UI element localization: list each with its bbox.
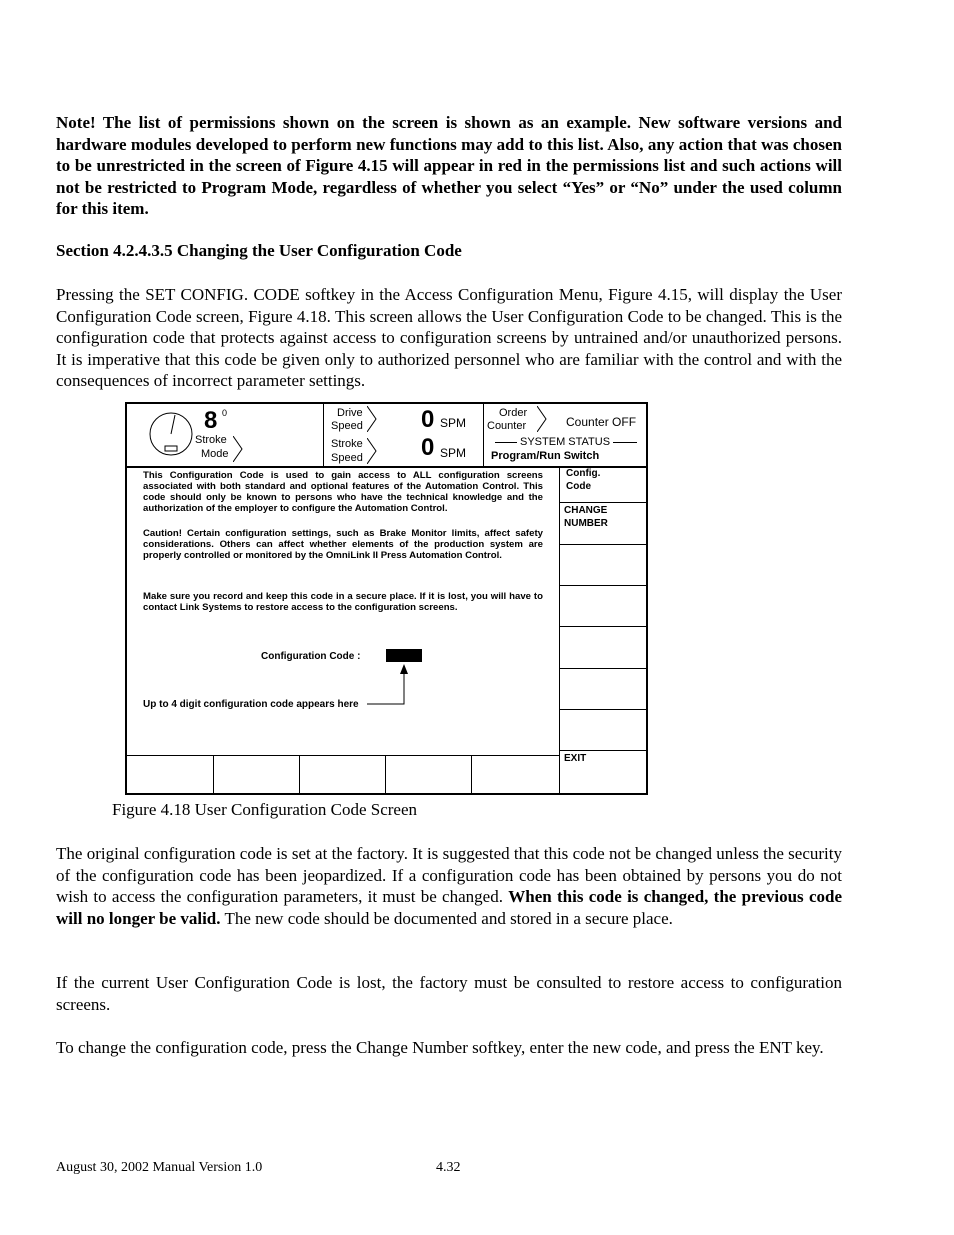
softkey-blank-5[interactable] <box>560 627 646 667</box>
config-code-screen-figure <box>125 402 648 795</box>
note-paragraph: Note! The list of permissions shown on the screen is shown as an example. New software versions and hardware modules developed to perform new functions may add to this list. Also, any action that was chosen to be unrestricted in the screen of Figure 4.15 will appear in red in the permissions list and such actions will not be restricted to Program Mode, regardless of whether you select “Yes” or “No” under the used column for this item. <box>56 113 842 219</box>
figure-caption: Figure 4.18 User Configuration Code Screen <box>112 800 417 819</box>
config-code-field[interactable] <box>386 649 422 662</box>
stroke-mode-label-1: Stroke <box>195 434 227 446</box>
order-counter-label-2: Counter <box>487 420 527 432</box>
screen-caution-text: Caution! Certain configuration settings, such as Brake Monitor limits, affect safety considerations. Others can affect whether elements of the production system are properly controlled or monitored by the OmniLink II Press Automation Control. <box>143 528 543 561</box>
drive-speed-value: 0 <box>421 406 435 433</box>
stroke-dial-icon <box>147 410 195 458</box>
stroke-angle-value: 8 <box>204 407 218 434</box>
original-code-paragraph: The original configuration code is set at the factory. It is suggested that this code not be changed unless the security of the configuration code has been jeopardized. If a configuration code has been obtained by persons you do not wish to access the configuration parameters, it must be changed. When this code is changed, the previous code will no longer be valid. The new code should be documented and stored in a secure place. <box>56 844 843 928</box>
screen-record-text: Make sure you record and keep this code in a secure place. If it is lost, you will have to contact Link Systems to restore access to the configuration screens. <box>143 591 543 613</box>
warning-bold-text: When this code is changed, the previous code will no longer be valid. <box>56 887 843 928</box>
stroke-speed-label-2: Speed <box>331 452 363 464</box>
footer-date-version: August 30, 2002 Manual Version 1.0 <box>56 1160 263 1175</box>
status-header <box>127 404 646 468</box>
annotation-text: Up to 4 digit configuration code appears here <box>143 699 359 710</box>
intro-paragraph: Pressing the SET CONFIG. CODE softkey in the Access Configuration Menu, Figure 4.15, will display the User Configuration Code screen, Figure 4.18. This screen allows the User Configuration Code to be changed. This is the configuration code that protects against access to configuration screens by untrained and/or unauthorized persons. It is imperative that this code be given only to authorized personnel who are familiar with the control and with the consequences of incorrect parameter settings. <box>56 285 842 391</box>
change-number-softkey[interactable]: CHANGE NUMBER <box>564 505 608 529</box>
screen-info-text: This Configuration Code is used to gain access to ALL configuration screens associated with both standard and optional features of the Automation Control. This code should only be known to persons who have the technical knowledge and the authorization of the employer to configure the Automation Control. <box>143 470 543 514</box>
stroke-speed-unit: SPM <box>440 446 467 460</box>
bottom-softkey-3[interactable] <box>300 756 385 793</box>
softkey-config-code-title: Config. Code <box>566 468 601 492</box>
footer-page-number: 4.32 <box>436 1160 461 1175</box>
drive-speed-unit: SPM <box>440 416 467 430</box>
counter-status: Counter OFF <box>566 415 637 429</box>
bottom-softkey-1[interactable] <box>127 756 213 793</box>
stroke-mode-label-2: Mode <box>201 448 229 460</box>
stroke-angle-unit: 0 <box>222 408 228 418</box>
softkey-blank-3[interactable] <box>560 545 646 585</box>
chevron-right-icon <box>367 438 377 464</box>
exit-softkey[interactable]: EXIT <box>564 753 587 764</box>
lost-code-paragraph: If the current User Configuration Code is lost, the factory must be consulted to restore access to configuration screens. <box>56 973 842 1014</box>
bottom-softkey-4[interactable] <box>386 756 471 793</box>
change-code-paragraph: To change the configuration code, press the Change Number softkey, enter the new code, and press the ENT key. <box>56 1038 824 1057</box>
stroke-speed-label-1: Stroke <box>331 438 363 450</box>
order-counter-label-1: Order <box>499 407 528 419</box>
bottom-softkey-2[interactable] <box>214 756 299 793</box>
softkey-blank-4[interactable] <box>560 586 646 626</box>
system-status-label: SYSTEM STATUS <box>520 436 611 448</box>
drive-speed-label-1: Drive <box>337 407 363 419</box>
section-heading: Section 4.2.4.3.5 Changing the User Configuration Code <box>56 241 462 260</box>
softkey-blank-7[interactable] <box>560 710 646 750</box>
system-status-value: Program/Run Switch <box>491 450 600 462</box>
annotation-arrow-icon <box>367 662 412 706</box>
bottom-softkey-5[interactable] <box>472 756 559 793</box>
chevron-right-icon <box>537 406 547 432</box>
chevron-right-icon <box>233 436 243 462</box>
stroke-speed-value: 0 <box>421 434 435 461</box>
drive-speed-label-2: Speed <box>331 420 363 432</box>
chevron-right-icon <box>367 406 377 432</box>
softkey-blank-6[interactable] <box>560 669 646 709</box>
config-code-label: Configuration Code : <box>261 651 361 662</box>
